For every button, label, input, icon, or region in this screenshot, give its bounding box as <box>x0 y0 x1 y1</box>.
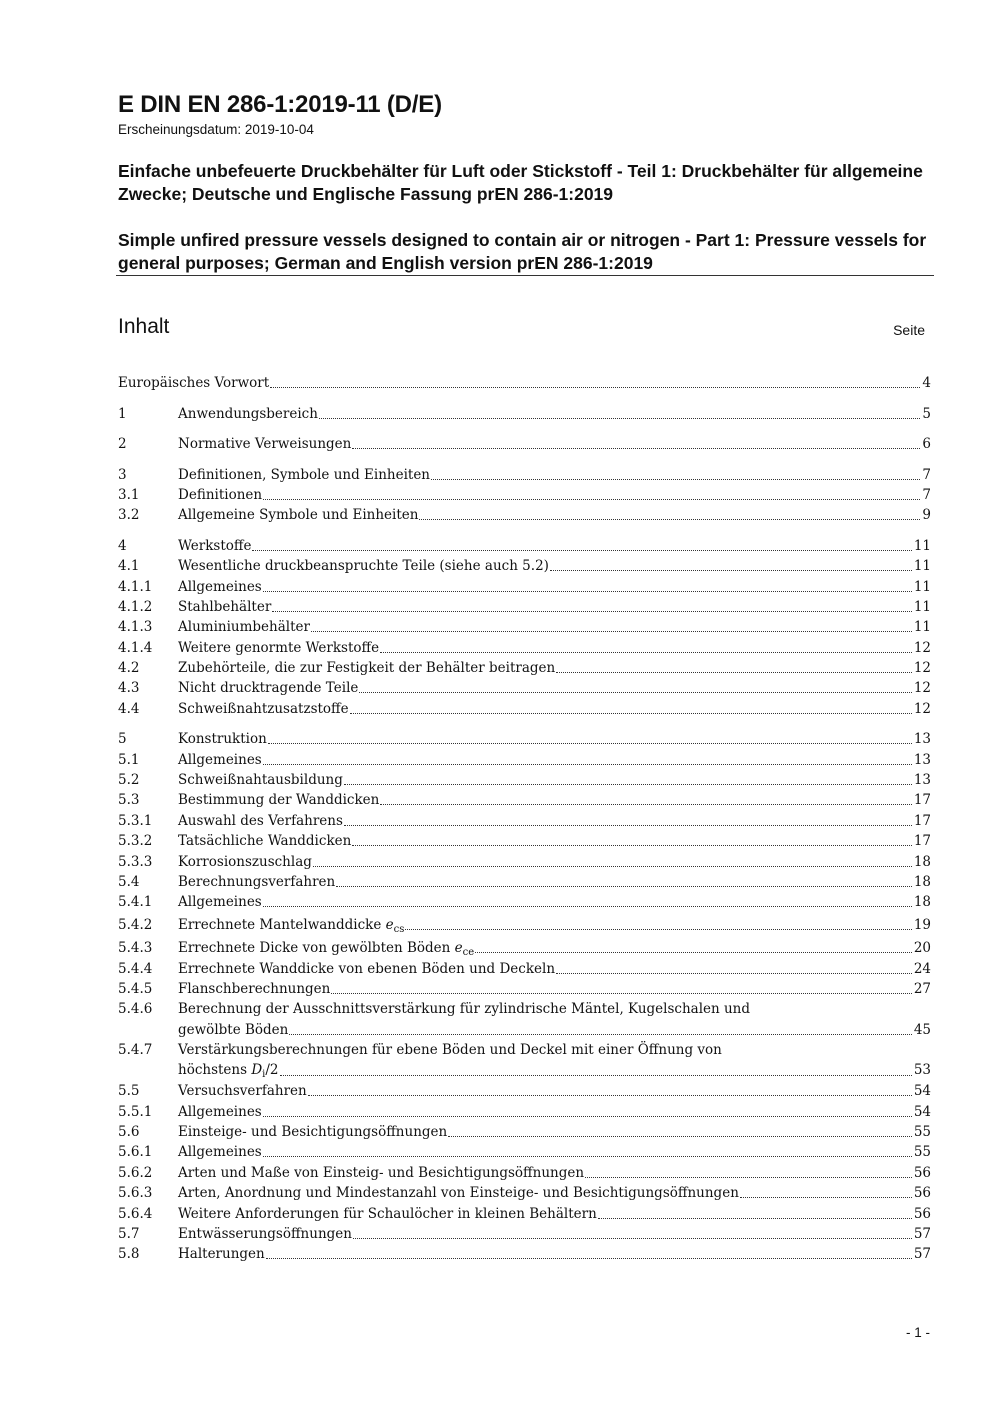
toc-entry-title: Berechnungsverfahren <box>178 873 336 890</box>
toc-entry-title: Konstruktion <box>178 731 267 748</box>
toc-entry[interactable] <box>118 698 931 718</box>
toc-entry-page: 24 <box>913 960 931 977</box>
dot-leader <box>272 611 912 612</box>
toc-entry[interactable] <box>118 678 931 698</box>
toc-entry-page: 12 <box>913 680 931 697</box>
toc-entry-number: 5.4.5 <box>118 981 153 998</box>
toc-entry-title: Bestimmung der Wanddicken <box>178 792 380 809</box>
toc-entry-title: Arten und Maße von Einsteig- und Besichtigungsöffnungen <box>178 1164 585 1181</box>
toc-entry-number: 3 <box>118 466 127 483</box>
toc-entry-number: 4.3 <box>118 680 140 697</box>
toc-entry[interactable] <box>118 1224 931 1244</box>
symbol-subscript: i <box>262 1069 266 1081</box>
dot-leader <box>380 652 912 653</box>
toc-entry-number: 5 <box>118 731 127 748</box>
dot-leader <box>431 479 920 480</box>
toc-entry-page: 13 <box>913 731 931 748</box>
toc-entry-page: 12 <box>913 660 931 677</box>
toc-entry-page: 6 <box>922 436 931 453</box>
toc-entry-page: 57 <box>913 1246 931 1263</box>
toc-entry-title: Zubehörteile, die zur Festigkeit der Behälter beitragen <box>178 660 556 677</box>
toc-entry[interactable] <box>118 790 931 810</box>
toc-entry[interactable] <box>118 810 931 830</box>
symbol-variable: D <box>251 1062 263 1079</box>
dot-leader <box>268 743 912 744</box>
dot-leader <box>359 692 911 693</box>
toc-entry-number: 5.6.4 <box>118 1205 153 1222</box>
toc-entry[interactable] <box>118 770 931 790</box>
toc-entry-number: 4.2 <box>118 660 140 677</box>
toc-entry[interactable] <box>118 1244 931 1264</box>
toc-entry-page: 56 <box>913 1164 931 1181</box>
toc-entry-title: Errechnete Mantelwanddicke <box>178 917 382 934</box>
dot-leader <box>263 591 912 592</box>
toc-entry-number: 5.6.2 <box>118 1164 153 1181</box>
math-symbol <box>251 1060 278 1080</box>
toc-entry-page: 54 <box>913 1083 931 1100</box>
table-of-contents <box>118 373 931 1264</box>
toc-entry[interactable] <box>118 1142 931 1162</box>
toc-entry-page: 12 <box>913 700 931 717</box>
dot-leader <box>263 764 912 765</box>
dot-leader <box>319 418 920 419</box>
dot-leader <box>556 672 912 673</box>
toc-entry[interactable] <box>118 912 931 935</box>
toc-entry-title: Schweißnahtausbildung <box>178 772 343 789</box>
title-german: Einfache unbefeuerte Druckbehälter für Luft oder Stickstoff - Teil 1: Druckbehälter für allgemeine Zwecke; Deutsche und Englische Fassung prEN 286-1:2019 <box>118 161 923 204</box>
toc-entry[interactable] <box>118 556 931 576</box>
toc-entry-number: 4.1.2 <box>118 598 153 615</box>
dot-leader <box>263 1156 912 1157</box>
toc-entry-title: Allgemeines <box>178 1144 262 1161</box>
dot-leader <box>252 550 911 551</box>
toc-entry-title: Auswahl des Verfahrens <box>178 812 343 829</box>
dot-leader <box>311 631 912 632</box>
toc-entry-title: Korrosionszuschlag <box>178 853 312 870</box>
document-number: E DIN EN 286-1:2019-11 (D/E) <box>118 91 442 118</box>
toc-entry-number: 5.4.6 <box>118 1001 153 1018</box>
dot-leader <box>740 1197 912 1198</box>
toc-entry-title: Europäisches Vorwort <box>118 375 270 392</box>
toc-entry[interactable] <box>118 749 931 769</box>
toc-entry-title: Definitionen <box>178 486 263 503</box>
toc-entry[interactable] <box>118 485 931 505</box>
math-symbol <box>455 938 475 958</box>
toc-entry-title: Weitere genormte Werkstoffe <box>178 639 380 656</box>
symbol-tail: /2 <box>265 1062 279 1079</box>
toc-entry-number: 5.6.1 <box>118 1144 153 1161</box>
toc-entry-title: Allgemeines <box>178 1103 262 1120</box>
dot-leader <box>380 804 911 805</box>
toc-entry-page: 5 <box>922 405 931 422</box>
symbol-subscript: cs <box>393 924 405 936</box>
dot-leader <box>263 499 920 500</box>
page-number: - 1 - <box>905 1325 930 1340</box>
toc-entry-number: 5.4.1 <box>118 894 153 911</box>
toc-entry[interactable] <box>118 535 931 555</box>
toc-entry-page: 17 <box>913 833 931 850</box>
toc-entry[interactable] <box>118 617 931 637</box>
dot-leader <box>475 952 912 953</box>
toc-entry-page: 56 <box>913 1185 931 1202</box>
toc-entry[interactable] <box>118 1101 931 1121</box>
toc-entry-title: Arten, Anordnung und Mindestanzahl von Einsteige- und Besichtigungsöffnungen <box>178 1185 739 1202</box>
dot-leader <box>598 1218 912 1219</box>
dot-leader <box>289 1034 911 1035</box>
dot-leader <box>353 1238 912 1239</box>
toc-entry-page: 18 <box>913 873 931 890</box>
dot-leader <box>350 713 912 714</box>
dot-leader <box>344 784 912 785</box>
toc-entry[interactable] <box>118 831 931 851</box>
toc-entry[interactable] <box>118 935 931 958</box>
dot-leader <box>313 866 912 867</box>
toc-entry[interactable] <box>118 464 931 484</box>
toc-entry-page: 11 <box>913 598 931 615</box>
toc-entry-number: 4.1.1 <box>118 578 153 595</box>
toc-entry-title: Werkstoffe <box>178 537 252 554</box>
toc-entry-number: 5.2 <box>118 772 140 789</box>
toc-entry-title: Anwendungsbereich <box>178 405 318 422</box>
toc-entry-number: 3.2 <box>118 507 140 524</box>
dot-leader <box>270 387 920 388</box>
toc-entry-title: Definitionen, Symbole und Einheiten <box>178 466 431 483</box>
dot-leader <box>585 1177 912 1178</box>
toc-entry-number: 5.6.3 <box>118 1185 153 1202</box>
math-symbol <box>386 915 405 935</box>
toc-entry[interactable] <box>118 979 931 999</box>
toc-entry-title: Schweißnahtzusatzstoffe <box>178 700 349 717</box>
toc-entry-title: Versuchsverfahren <box>178 1083 307 1100</box>
toc-entry-page: 54 <box>913 1103 931 1120</box>
toc-entry-number: 3.1 <box>118 486 140 503</box>
toc-entry[interactable] <box>118 958 931 978</box>
toc-entry-title: Tatsächliche Wanddicken <box>178 833 352 850</box>
toc-entry-page: 12 <box>913 639 931 656</box>
toc-entry-page: 13 <box>913 751 931 768</box>
toc-entry-number: 4.1 <box>118 558 140 575</box>
toc-entry-number: 5.5 <box>118 1083 140 1100</box>
toc-entry[interactable] <box>118 434 931 454</box>
toc-entry-page: 11 <box>913 558 931 575</box>
toc-entry-number: 5.1 <box>118 751 140 768</box>
header-divider <box>116 275 934 276</box>
toc-entry-title: Verstärkungsberechnungen für ebene Böden und Deckel mit einer Öffnung von <box>178 1041 722 1058</box>
toc-entry-page: 55 <box>913 1123 931 1140</box>
toc-entry-title: Stahlbehälter <box>178 598 272 615</box>
toc-entry-page: 56 <box>913 1205 931 1222</box>
toc-entry-title: Allgemeines <box>178 578 262 595</box>
toc-entry-number: 5.7 <box>118 1225 140 1242</box>
toc-entry-title-continued: gewölbte Böden <box>178 1021 289 1038</box>
issue-date: Erscheinungsdatum: 2019-10-04 <box>118 122 314 137</box>
toc-entry-page: 27 <box>913 981 931 998</box>
toc-entry-page: 11 <box>913 619 931 636</box>
toc-entry-page: 13 <box>913 772 931 789</box>
toc-entry-number: 5.3.1 <box>118 812 153 829</box>
toc-entry-number: 5.4.3 <box>118 940 153 957</box>
toc-entry-number: 5.6 <box>118 1123 140 1140</box>
toc-entry-title: Halterungen <box>178 1246 265 1263</box>
toc-entry[interactable] <box>118 729 931 749</box>
toc-entry[interactable] <box>118 637 931 657</box>
symbol-subscript: ce <box>462 947 475 959</box>
toc-entry-page: 11 <box>913 578 931 595</box>
symbol-variable: e <box>385 917 394 934</box>
toc-entry[interactable] <box>118 1183 931 1203</box>
title-english: Simple unfired pressure vessels designed to contain air or nitrogen - Part 1: Pressure vessels for general purposes; German and English version prEN 286-1:2019 <box>118 230 927 273</box>
toc-entry-number: 4 <box>118 537 127 554</box>
toc-entry-number: 5.4.2 <box>118 917 153 934</box>
toc-entry-title: Entwässerungsöffnungen <box>178 1225 352 1242</box>
dot-leader <box>419 519 920 520</box>
toc-entry-title: Weitere Anforderungen für Schaulöcher in kleinen Behältern <box>178 1205 597 1222</box>
dot-leader <box>263 906 912 907</box>
toc-entry-page: 9 <box>922 507 931 524</box>
symbol-variable: e <box>454 940 463 957</box>
toc-entry-number: 2 <box>118 436 127 453</box>
toc-entry-page: 20 <box>913 940 931 957</box>
toc-entry[interactable] <box>118 505 931 525</box>
toc-entry[interactable] <box>118 872 931 892</box>
toc-entry[interactable] <box>118 1203 931 1223</box>
dot-leader <box>266 1258 912 1259</box>
toc-entry-page: 7 <box>922 466 931 483</box>
toc-entry-page: 11 <box>913 537 931 554</box>
toc-entry-title: Nicht drucktragende Teile <box>178 680 359 697</box>
toc-entry[interactable] <box>118 999 931 1040</box>
toc-entry-page: 45 <box>913 1021 931 1038</box>
dot-leader <box>280 1075 912 1076</box>
toc-entry-page: 17 <box>913 792 931 809</box>
dot-leader <box>352 845 912 846</box>
dot-leader <box>405 929 911 930</box>
toc-entry-foreword[interactable] <box>118 373 931 393</box>
dot-leader <box>448 1136 912 1137</box>
toc-entry-number: 5.3 <box>118 792 140 809</box>
toc-entry-title: Normative Verweisungen <box>178 436 352 453</box>
toc-entry-page: 19 <box>913 917 931 934</box>
toc-entry[interactable] <box>118 403 931 423</box>
toc-entry-page: 18 <box>913 853 931 870</box>
toc-entry-title: Errechnete Dicke von gewölbten Böden <box>178 940 451 957</box>
toc-entry-title: Einsteige- und Besichtigungsöffnungen <box>178 1123 448 1140</box>
toc-entry-page: 4 <box>922 375 931 392</box>
toc-entry-page: 55 <box>913 1144 931 1161</box>
dot-leader <box>352 448 920 449</box>
toc-entry-number: 5.4.7 <box>118 1041 153 1058</box>
toc-page-label: Seite <box>893 322 925 338</box>
toc-entry[interactable] <box>118 597 931 617</box>
toc-entry-title-continued: höchstens <box>178 1062 248 1079</box>
dot-leader <box>550 570 912 571</box>
toc-entry-page: 17 <box>913 812 931 829</box>
dot-leader <box>331 993 911 994</box>
toc-entry-number: 5.3.2 <box>118 833 153 850</box>
toc-entry-title: Wesentliche druckbeanspruchte Teile (siehe auch 5.2) <box>178 558 549 575</box>
toc-entry-number: 5.4 <box>118 873 140 890</box>
toc-entry-title: Berechnung der Ausschnittsverstärkung für zylindrische Mäntel, Kugelschalen und <box>178 1001 751 1018</box>
toc-entry-number: 4.4 <box>118 700 140 717</box>
toc-entry-number: 5.5.1 <box>118 1103 153 1120</box>
toc-entry[interactable] <box>118 892 931 912</box>
toc-entry-number: 5.8 <box>118 1246 140 1263</box>
toc-entry-page: 7 <box>922 486 931 503</box>
toc-entry-number: 4.1.3 <box>118 619 153 636</box>
toc-entry[interactable] <box>118 658 931 678</box>
toc-entry-title: Errechnete Wanddicke von ebenen Böden und Deckeln <box>178 960 556 977</box>
dot-leader <box>556 973 912 974</box>
toc-entry-title: Allgemeine Symbole und Einheiten <box>178 507 419 524</box>
dot-leader <box>308 1095 912 1096</box>
toc-entry-title: Aluminiumbehälter <box>178 619 310 636</box>
toc-entry[interactable] <box>118 1162 931 1182</box>
toc-heading: Inhalt <box>118 315 170 338</box>
toc-entry[interactable] <box>118 851 931 871</box>
toc-entry-title: Allgemeines <box>178 894 262 911</box>
toc-entry[interactable] <box>118 576 931 596</box>
toc-entry-page: 53 <box>913 1062 931 1079</box>
toc-entry-number: 4.1.4 <box>118 639 153 656</box>
toc-entry-number: 5.4.4 <box>118 960 153 977</box>
dot-leader <box>344 825 912 826</box>
toc-entry-number: 5.3.3 <box>118 853 153 870</box>
toc-entry-title: Flanschberechnungen <box>178 981 331 998</box>
toc-entry[interactable] <box>118 1040 931 1081</box>
toc-entry-title: Allgemeines <box>178 751 262 768</box>
toc-entry[interactable] <box>118 1081 931 1101</box>
toc-entry-page: 18 <box>913 894 931 911</box>
dot-leader <box>263 1116 912 1117</box>
dot-leader <box>336 886 912 887</box>
toc-entry-number: 1 <box>118 405 127 422</box>
toc-entry[interactable] <box>118 1122 931 1142</box>
toc-entry-page: 57 <box>913 1225 931 1242</box>
